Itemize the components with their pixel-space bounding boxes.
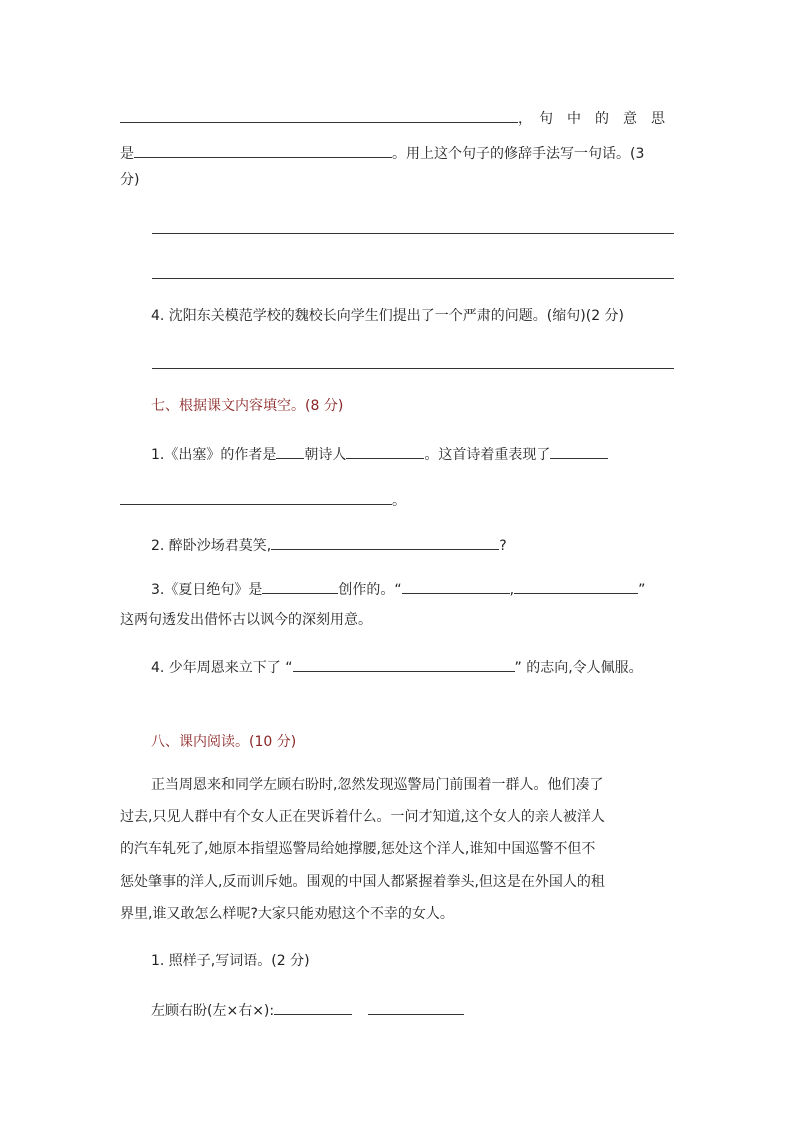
answer-blank[interactable] <box>120 106 518 123</box>
s8-q1-prompt: 1. 照样子,写词语。(2 分) <box>151 953 310 969</box>
s7-item3-line2: 这两句透发出借怀古以讽今的深刻用意。 <box>120 612 372 628</box>
passage-line: 惩处肇事的洋人,反而训斥她。围观的中国人都紧握着拳头,但这是在外国人的租 <box>120 874 605 890</box>
passage-line: 正当周恩来和同学左顾右盼时,忽然发现巡警局门前围着一群人。他们凑了 <box>151 777 604 793</box>
s7-item4: 4. 少年周恩来立下了 “ ” 的志向,令人佩服。 <box>151 655 643 678</box>
passage-line: 过去,只见人群中有个女人正在哭诉着什么。一问才知道,这个女人的亲人被洋人 <box>120 809 605 825</box>
answer-blank[interactable] <box>274 998 352 1015</box>
answer-blank[interactable] <box>134 141 392 158</box>
answer-blank[interactable] <box>271 533 499 550</box>
answer-blank[interactable] <box>293 655 515 672</box>
answer-blank[interactable] <box>262 577 338 594</box>
section8-heading: 八、课内阅读。(10 分) <box>151 734 297 750</box>
q3-line3: 分) <box>120 172 140 188</box>
s7-item3-line1: 3.《夏日绝句》是 创作的。“ , ” <box>151 577 645 600</box>
answer-blank[interactable] <box>368 998 464 1015</box>
answer-blank[interactable] <box>276 442 304 459</box>
q4-prompt: 4. 沈阳东关模范学校的魏校长向学生们提出了一个严肃的问题。(缩句)(2 分) <box>151 308 625 324</box>
answer-line[interactable] <box>152 278 674 279</box>
answer-blank[interactable] <box>514 577 638 594</box>
q3-line2: 是 。用上这个句子的修辞手法写一句话。(3 <box>120 141 644 164</box>
passage-line: 界里,谁又敢怎么样呢?大家只能劝慰这个不幸的女人。 <box>120 906 454 922</box>
s7-item2: 2. 醉卧沙场君莫笑, ? <box>151 533 507 556</box>
section7-heading: 七、根据课文内容填空。(8 分) <box>151 398 344 414</box>
s7-item1-line2: 。 <box>120 488 406 511</box>
answer-blank[interactable] <box>120 488 392 505</box>
answer-blank[interactable] <box>402 577 510 594</box>
answer-line[interactable] <box>152 368 674 369</box>
answer-blank[interactable] <box>346 442 424 459</box>
passage-line: 的汽车轧死了,她原本指望巡警局给她撑腰,惩处这个洋人,谁知中国巡警不但不 <box>120 841 596 857</box>
s8-q1-example: 左顾右盼(左×右×): <box>151 998 464 1021</box>
answer-line[interactable] <box>152 233 674 234</box>
answer-blank[interactable] <box>550 442 608 459</box>
s7-item1-line1: 1.《出塞》的作者是 朝诗人 。这首诗着重表现了 <box>151 442 608 465</box>
q3-line1: ， 句 中 的 意 思 <box>120 106 665 129</box>
